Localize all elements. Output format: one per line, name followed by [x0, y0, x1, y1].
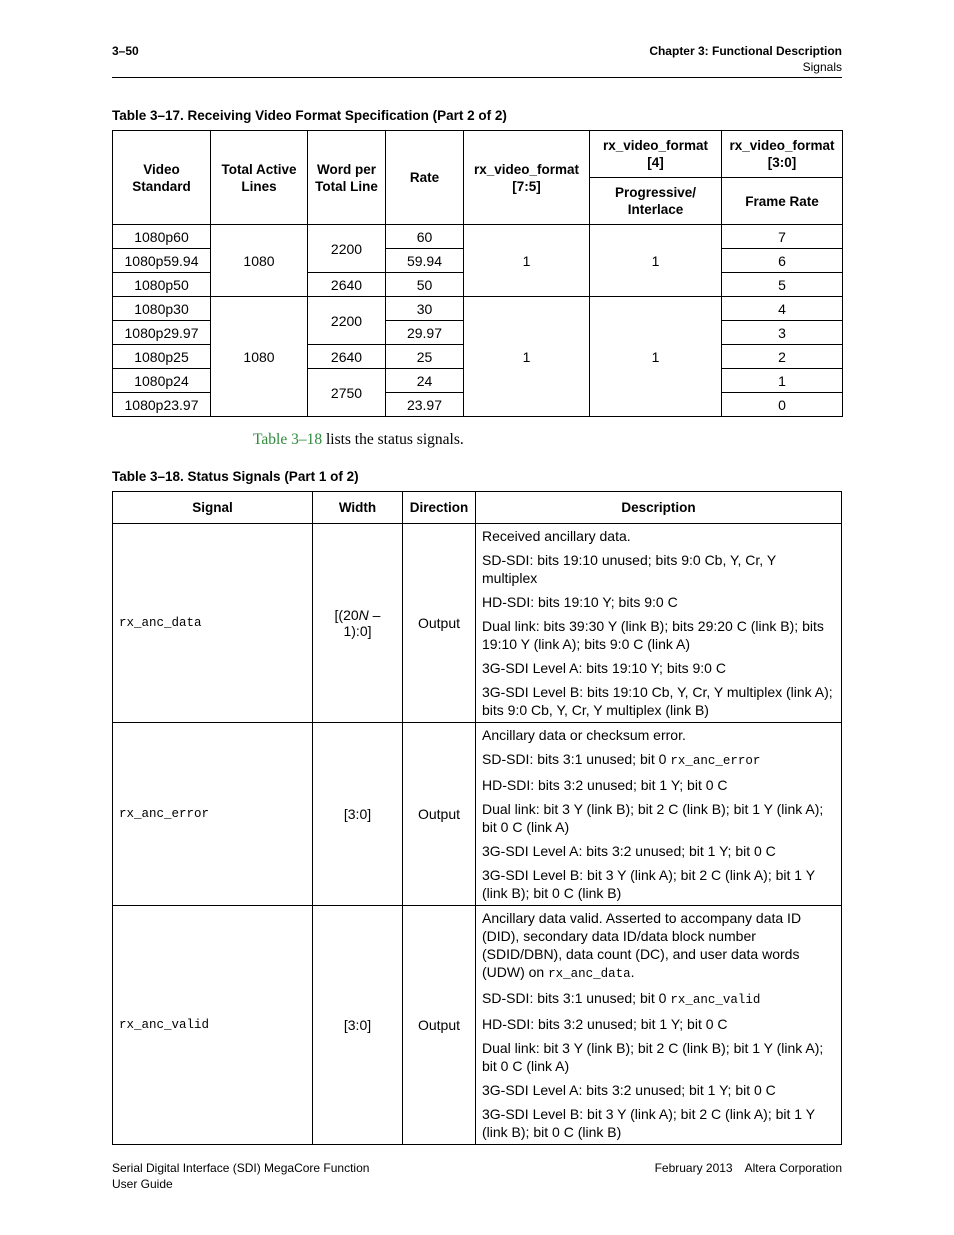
- cell-video-standard: 1080p23.97: [113, 393, 211, 417]
- cell-frame-rate: 1: [722, 369, 843, 393]
- desc-line: 3G-SDI Level B: bits 19:10 Cb, Y, Cr, Y multiplex (link A); bits 9:0 Cb, Y, Cr, Y multiplex (link B): [482, 684, 833, 718]
- cell-description: [476, 524, 842, 723]
- cell-rate: 24: [386, 369, 464, 393]
- page-number: 3–50: [112, 44, 139, 58]
- subcol-frame-rate: Frame Rate: [722, 178, 843, 225]
- desc-line: 3G-SDI Level A: bits 3:2 unused; bit 1 Y; bit 0 C: [482, 1082, 776, 1098]
- cell-direction: Output: [403, 524, 476, 723]
- table-row: [113, 524, 842, 723]
- col-description: Description: [476, 492, 842, 524]
- width-variable: N: [358, 607, 369, 623]
- col-rate: Rate: [386, 131, 464, 225]
- desc-code: rx_anc_error: [670, 754, 761, 768]
- width-text: – 1):0]: [343, 607, 381, 639]
- cell-rate: 29.97: [386, 321, 464, 345]
- col-word-per-total-line: Word per Total Line: [308, 131, 386, 225]
- cell-format-4: 1: [590, 225, 722, 297]
- cell-direction: Output: [403, 723, 476, 906]
- cell-word-per-line: 2640: [308, 273, 386, 297]
- cell-frame-rate: 7: [722, 225, 843, 249]
- desc-line: Received ancillary data.: [482, 528, 631, 544]
- col-video-standard: Video Standard: [113, 131, 211, 225]
- cell-signal: rx_anc_valid: [113, 906, 313, 1145]
- col-format-7-5: rx_video_format [7:5]: [464, 131, 590, 225]
- cell-format-4: 1: [590, 297, 722, 417]
- desc-line: 3G-SDI Level A: bits 3:2 unused; bit 1 Y; bit 0 C: [482, 843, 776, 859]
- cell-signal: rx_anc_data: [113, 524, 313, 723]
- table18-caption: Table 3–18. Status Signals (Part 1 of 2): [112, 469, 359, 484]
- table18: [112, 491, 842, 1145]
- cell-rate: 23.97: [386, 393, 464, 417]
- desc-line: Dual link: bit 3 Y (link B); bit 2 C (link B); bit 1 Y (link A); bit 0 C (link A): [482, 801, 824, 835]
- cell-width: [3:0]: [313, 906, 403, 1145]
- footer-doc-title: Serial Digital Interface (SDI) MegaCore Function: [112, 1161, 370, 1175]
- cell-width: [3:0]: [313, 723, 403, 906]
- desc-line: Dual link: bit 3 Y (link B); bit 2 C (link B); bit 1 Y (link A); bit 0 C (link A): [482, 1040, 824, 1074]
- chapter-title: Chapter 3: Functional Description: [649, 44, 842, 58]
- footer-date: February 2013: [654, 1161, 733, 1175]
- cell-word-per-line: 2640: [308, 345, 386, 369]
- cell-video-standard: 1080p50: [113, 273, 211, 297]
- desc-line: 3G-SDI Level A: bits 19:10 Y; bits 9:0 C: [482, 660, 726, 676]
- col-format-3-0: rx_video_format [3:0]: [722, 131, 843, 178]
- desc-text: .: [630, 964, 635, 980]
- cell-direction: Output: [403, 906, 476, 1145]
- cell-video-standard: 1080p30: [113, 297, 211, 321]
- table17: [112, 130, 843, 417]
- desc-line: HD-SDI: bits 3:2 unused; bit 1 Y; bit 0 C: [482, 1016, 728, 1032]
- cell-video-standard: 1080p24: [113, 369, 211, 393]
- desc-line: HD-SDI: bits 3:2 unused; bit 1 Y; bit 0 C: [482, 777, 728, 793]
- table-row: [113, 297, 843, 321]
- desc-line: [482, 750, 835, 770]
- table18-link[interactable]: Table 3–18: [253, 431, 323, 448]
- desc-code: rx_anc_valid: [670, 993, 761, 1007]
- col-signal: Signal: [113, 492, 313, 524]
- subcol-progressive-interlace: Progressive/ Interlace: [590, 178, 722, 225]
- desc-line: [482, 989, 835, 1009]
- header-rule: [112, 77, 842, 78]
- cell-word-per-line: 2200: [308, 297, 386, 345]
- desc-line: HD-SDI: bits 19:10 Y; bits 9:0 C: [482, 594, 678, 610]
- cell-video-standard: 1080p25: [113, 345, 211, 369]
- cell-word-per-line: 2750: [308, 369, 386, 417]
- cell-description: [476, 723, 842, 906]
- cell-frame-rate: 2: [722, 345, 843, 369]
- cell-signal: rx_anc_error: [113, 723, 313, 906]
- desc-line: SD-SDI: bits 19:10 unused; bits 9:0 Cb, Y, Cr, Y multiplex: [482, 552, 776, 586]
- cell-active-lines: 1080: [211, 225, 308, 297]
- footer-company: Altera Corporation: [744, 1161, 842, 1175]
- desc-text: SD-SDI: bits 3:1 unused; bit 0: [482, 990, 671, 1006]
- cell-frame-rate: 0: [722, 393, 843, 417]
- cell-frame-rate: 6: [722, 249, 843, 273]
- desc-code: rx_anc_data: [548, 967, 631, 981]
- cell-frame-rate: 4: [722, 297, 843, 321]
- desc-text: SD-SDI: bits 3:1 unused; bit 0: [482, 751, 671, 767]
- cell-frame-rate: 5: [722, 273, 843, 297]
- col-total-active-lines: Total Active Lines: [211, 131, 308, 225]
- cell-rate: 50: [386, 273, 464, 297]
- footer-right: [655, 1160, 842, 1176]
- section-title: Signals: [802, 60, 842, 74]
- cell-video-standard: 1080p29.97: [113, 321, 211, 345]
- cell-frame-rate: 3: [722, 321, 843, 345]
- cell-description: [476, 906, 842, 1145]
- cell-width: [313, 524, 403, 723]
- desc-line: Ancillary data or checksum error.: [482, 727, 686, 743]
- col-direction: Direction: [403, 492, 476, 524]
- cell-rate: 59.94: [386, 249, 464, 273]
- cell-rate: 25: [386, 345, 464, 369]
- table-row: [113, 225, 843, 249]
- cell-format-7-5: 1: [464, 297, 590, 417]
- cell-video-standard: 1080p60: [113, 225, 211, 249]
- desc-line: 3G-SDI Level B: bit 3 Y (link A); bit 2 C (link A); bit 1 Y (link B); bit 0 C (link B): [482, 867, 815, 901]
- cell-active-lines: 1080: [211, 297, 308, 417]
- desc-text: Ancillary data valid. Asserted to accompany data ID (DID), secondary data ID/data block number (SDID/DBN), data count (DC), and user data words (UDW) on: [482, 910, 802, 980]
- desc-line: 3G-SDI Level B: bit 3 Y (link A); bit 2 C (link A); bit 1 Y (link B); bit 0 C (link B): [482, 1106, 815, 1140]
- cell-rate: 60: [386, 225, 464, 249]
- footer-doc-subtitle: User Guide: [112, 1177, 173, 1191]
- col-width: Width: [313, 492, 403, 524]
- desc-line: [482, 909, 835, 983]
- cell-video-standard: 1080p59.94: [113, 249, 211, 273]
- cell-rate: 30: [386, 297, 464, 321]
- table17-caption: Table 3–17. Receiving Video Format Specification (Part 2 of 2): [112, 108, 507, 123]
- cell-format-7-5: 1: [464, 225, 590, 297]
- intro-paragraph: [253, 431, 464, 449]
- table-row: [113, 723, 842, 906]
- table-row: [113, 906, 842, 1145]
- width-text: [(20: [334, 607, 359, 623]
- col-format-4: rx_video_format [4]: [590, 131, 722, 178]
- cell-word-per-line: 2200: [308, 225, 386, 273]
- intro-text: lists the status signals.: [322, 431, 464, 448]
- desc-line: Dual link: bits 39:30 Y (link B); bits 29:20 C (link B); bits 19:10 Y (link A); bits 9:0 C (link A): [482, 618, 824, 652]
